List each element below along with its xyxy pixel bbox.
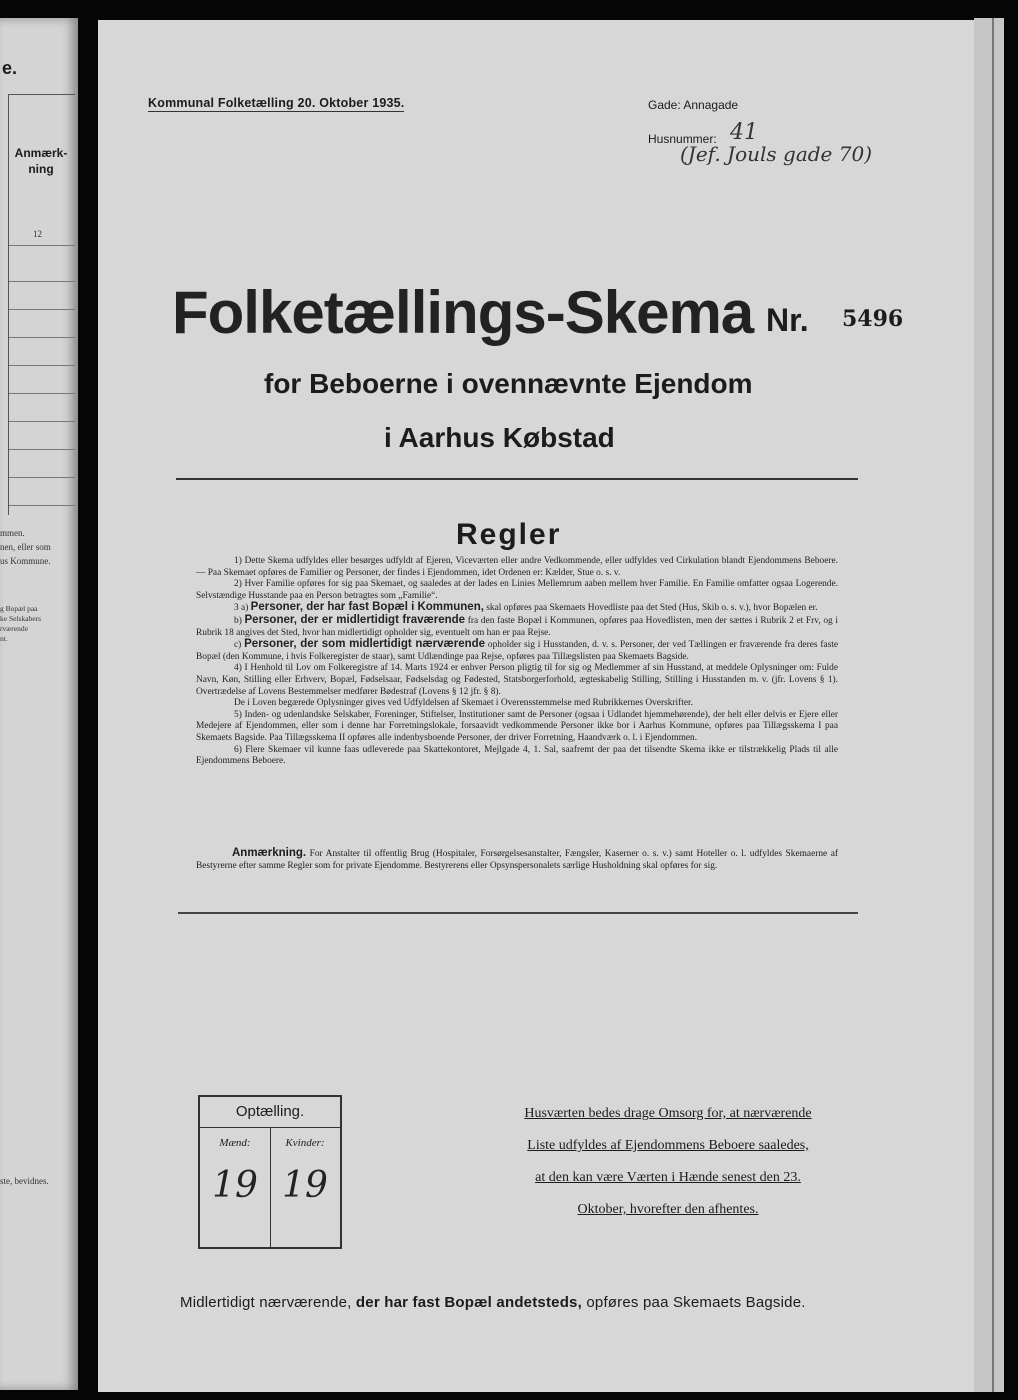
- rule-3b: b) Personer, der er midlertidigt fraværende fra den faste Bopæl i Kommunen, opføres paa Hovedlisten, men der sættes i Rubrik 2 et Frv, og i Rubrik 18 angives det Sted, hvor han midlertidigt opholder sig, eventuelt om han er paa Rejse.: [196, 613, 839, 638]
- form-title: Folketællings-Skema: [172, 279, 754, 346]
- form-subtitle-city: i Aarhus Købstad: [384, 422, 615, 453]
- left-fragment: nt.: [0, 634, 8, 643]
- page-edge: [974, 18, 1004, 1392]
- left-header-fragment: e.: [2, 58, 18, 78]
- rule-4: 4) I Henhold til Lov om Folkeregistre af 14. Marts 1924 er enhver Person pligtig til for sig og Medlemmer af sin Husstand, at meddele Oplysninger om: Fulde Navn, Køn, Stilling eller Erhverv, Bopæl, Fødselsaar, Fødselsdag og Fødested, Statsborgerforhold, ægteskabelig Stilling, Stilling i Husstanden m. v. (jfr. Lovens § 1). Overtrædelse af Lovens Bestemmelser medfører Bødestraf (Lovens § 12 jfr. § 8).: [196, 663, 838, 697]
- rule-3c: c) Personer, der som midlertidigt nærværende opholder sig i Husstanden, d. v. s. Personer, der ved Tællingen er fraværende fra deres faste Bopæl (den Kommune, i hvis Folkeregister de staar), samt Udlændinge paa Rejse, opføres paa Tillægslisten paa Skemaets Bagside.: [196, 638, 839, 662]
- landlord-line: Liste udfyldes af Ejendommens Beboere saaledes,: [527, 1138, 809, 1153]
- women-count: 19: [282, 1165, 328, 1206]
- left-fragment: ke Selskabers: [0, 614, 42, 623]
- rule-1: 1) Dette Skema udfyldes eller besørges udfyldt af Ejeren, Viceværten eller andre Vedkommende, eller udfyldes ved Cirkulation blandt Ejendommens Beboere. — Paa Skemaet opføres de Familier og Personer, der findes i Ejendommen, idet Ordenen er: Kælder, Stue o. s. v.: [196, 556, 838, 578]
- column-number: 12: [33, 229, 42, 239]
- landlord-line: at den kan være Værten i Hænde senest den 23.: [535, 1170, 801, 1185]
- street-value: Annagade: [683, 98, 739, 112]
- men-label: Mænd:: [219, 1137, 251, 1149]
- remark-note: [196, 848, 838, 872]
- count-title: Optælling.: [235, 1103, 305, 1120]
- left-fragment: us Kommune.: [0, 556, 51, 566]
- divider: [176, 478, 858, 480]
- house-number-label: Husnummer:: [648, 132, 717, 146]
- rule-6: 6) Flere Skemaer vil kunne faas udleverede paa Skattekontoret, Mejlgade 4, 1. Sal, saafremt der paa det tilsendte Skema ikke er tilstrækkelig Plads til alle Ejendommens Beboere.: [196, 744, 838, 767]
- remark-text: For Anstalter til offentlig Brug (Hospitaler, Forsørgelsesanstalter, Fængsler, Kaserner o. s. v.) samt Hoteller o. l. udfyldes Skemaerne af Bestyrerne efter samme Regler som for private Ejendomme. Bestyrerens eller Opsynspersonalets særlige Husholdning skal opføres for sig.: [196, 849, 839, 871]
- remarks-column-label: Anmærk- ning: [14, 146, 68, 176]
- remark-heading: Anmærkning.: [232, 847, 307, 859]
- census-header: Kommunal Folketælling 20. Oktober 1935.: [148, 96, 405, 110]
- house-number-note: (Jef. Jouls gade 70): [680, 142, 872, 166]
- left-fragment: g Bopæl paa: [0, 604, 38, 613]
- rule-2: 2) Hver Familie opføres for sig paa Skemaet, og saaledes at der lades en Linies Mellemrum aaben mellem hver Familie. En Familie omfatter ogsaa Logerende. Selvstændige Husstande paa en Person betragtes som „Familie“.: [196, 579, 838, 601]
- rule-4b: De i Loven begærede Oplysninger gives ved Udfyldelsen af Skemaet i Overensstemmelse med Rubrikkernes Overskrifter.: [234, 698, 693, 709]
- street-label: Gade:: [648, 98, 681, 112]
- landlord-line: Husværten bedes drage Omsorg for, at nærværende: [524, 1106, 812, 1121]
- left-fragment: ste, bevidnes.: [0, 1176, 49, 1186]
- house-number-value: 41: [730, 120, 758, 145]
- count-box: [198, 1095, 342, 1249]
- left-fragment: nen, eller som: [0, 542, 51, 552]
- form-number: 5496: [842, 306, 904, 332]
- form-nr-label: Nr.: [766, 302, 809, 338]
- bottom-instruction: Midlertidigt nærværende, der har fast Bopæl andetsteds, opføres paa Skemaets Bagside.: [180, 1294, 806, 1311]
- rule-3a: 3 a) Personer, der har fast Bopæl i Kommunen, skal opføres paa Skemaets Hovedliste paa det Sted (Hus, Skib o. s. v.), hvor Bopælen er.: [234, 601, 818, 614]
- rules-heading: Regler: [456, 518, 562, 551]
- men-count: 19: [212, 1165, 258, 1206]
- left-page-strip: [0, 18, 78, 1390]
- left-fragment: mmen.: [0, 528, 25, 538]
- landlord-line: Oktober, hvorefter den afhentes.: [577, 1202, 759, 1217]
- landlord-instruction: [498, 1098, 838, 1226]
- women-label: Kvinder:: [285, 1137, 325, 1149]
- rule-5: 5) Inden- og udenlandske Selskaber, Foreninger, Stiftelser, Institutioner samt de Personer (ogsaa i Udlandet hjemmehørende), der helt eller delvis er Ejere eller Medejere af Ejendommen, eller som i denne har Forretningslokale, forsaavidt vedkommende Personer ikke bor i Aarhus Kommune, opføres paa Tillægsskema I paa Skemaets Bagside. Paa Tillægsskema II opføres alle indenbysboende Personer, der driver Forretning, Haandværk o. l. i Ejendommen.: [196, 709, 838, 743]
- left-fragment: rværende: [0, 624, 28, 633]
- street-line: [648, 98, 738, 112]
- remarks-column: [8, 94, 75, 515]
- rules-text: [196, 556, 838, 768]
- divider: [178, 912, 858, 914]
- form-subtitle: for Beboerne i ovennævnte Ejendom: [264, 368, 753, 399]
